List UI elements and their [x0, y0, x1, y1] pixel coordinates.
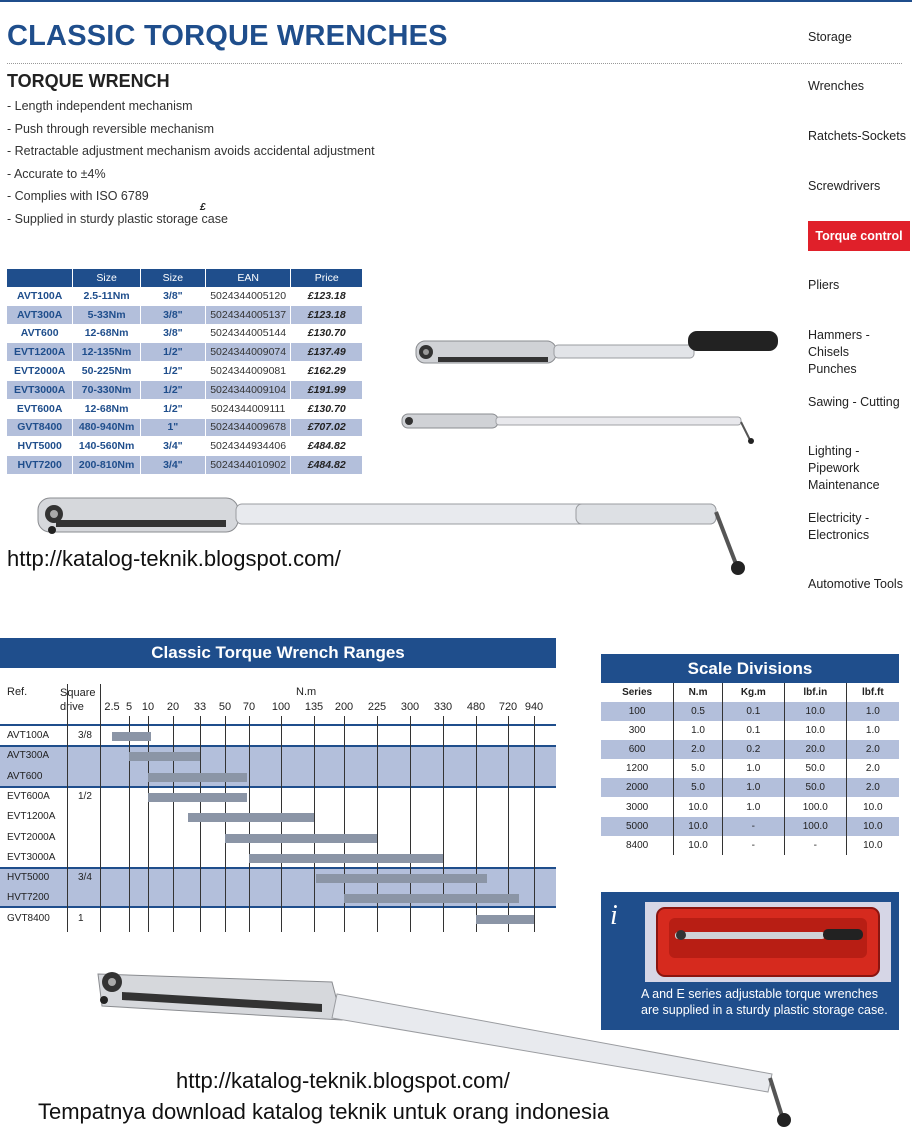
cell-ean: 5024344934406: [205, 437, 291, 456]
column-header: Series: [601, 683, 674, 702]
gridline: [314, 716, 315, 932]
tick-label: 330: [433, 701, 453, 713]
scale-cell: 1.0: [722, 759, 784, 778]
cell-drive: 3/8": [140, 287, 205, 305]
dotted-divider: [7, 63, 902, 64]
cell-ref: AVT300A: [7, 305, 73, 324]
scale-cell: 1.0: [865, 725, 880, 737]
sidebar-item-wrenches[interactable]: Wrenches: [808, 79, 865, 93]
range-bar: [188, 813, 314, 822]
cell-ean: 5024344009081: [205, 362, 291, 381]
scale-cell: -: [722, 817, 784, 836]
table-row: [7, 362, 363, 381]
cell-ean: 5024344009678: [205, 418, 291, 437]
cell-ean: 5024344009104: [205, 380, 291, 399]
scale-cell: 0.5: [674, 702, 723, 721]
cell-drive: 1/2": [140, 380, 205, 399]
cell-ean: 5024344009074: [205, 343, 291, 362]
feature-list: [7, 97, 375, 233]
ranges-title: Classic Torque Wrench Ranges: [0, 638, 556, 668]
group-rule: [0, 867, 556, 869]
cell-ean: 5024344005120: [205, 287, 291, 305]
column-header: lbf.ft: [862, 687, 884, 698]
tick-label: 50: [218, 701, 232, 713]
column-header: [7, 269, 73, 287]
drive-column-header: Square drive: [60, 687, 96, 713]
scale-divisions-table: [601, 683, 899, 855]
table-row: [7, 343, 363, 362]
table-row: [601, 740, 899, 759]
cell-price: £707.02: [291, 418, 363, 437]
sidebar-item-screwdrivers[interactable]: Screwdrivers: [808, 179, 881, 193]
range-bar: [476, 915, 534, 924]
range-row-label: EVT1200A: [7, 811, 56, 823]
gridline: [281, 716, 282, 932]
column-header: Size: [73, 269, 140, 287]
cell-price: £130.70: [291, 399, 363, 418]
group-rule: [0, 786, 556, 788]
scale-cell: 300: [601, 721, 674, 740]
scale-cell: 0.1: [722, 702, 784, 721]
table-row: [601, 797, 899, 816]
table-row: [601, 702, 899, 721]
watermark-url[interactable]: http://katalog-teknik.blogspot.com/: [7, 546, 341, 571]
watermark-url[interactable]: http://katalog-teknik.blogspot.com/: [176, 1068, 510, 1093]
cell-range: 70-330Nm: [73, 380, 140, 399]
unit-label: N.m: [296, 686, 317, 698]
cell-price: £137.49: [291, 343, 363, 362]
scale-cell: 8400: [601, 836, 674, 855]
gridline: [148, 716, 149, 932]
ref-column-header: Ref.: [7, 686, 28, 698]
sidebar-item-ratchets-sockets[interactable]: Ratchets-Sockets: [808, 129, 906, 143]
tick-label: 20: [166, 701, 180, 713]
table-header-row: [7, 269, 363, 287]
cell-price: £484.82: [291, 456, 363, 475]
column-header: N.m: [674, 683, 723, 702]
scale-cell: 10.0: [846, 817, 899, 836]
table-row: [7, 305, 363, 324]
range-bar: [344, 894, 519, 903]
scale-cell: 10.0: [863, 801, 883, 813]
tick-label: 10: [141, 701, 155, 713]
cell-drive: 1": [140, 418, 205, 437]
scale-cell: 2000: [601, 778, 674, 797]
cell-drive: 3/8": [140, 305, 205, 324]
range-bar: [112, 732, 151, 741]
product-table: [7, 269, 363, 475]
cell-drive: 1/2": [140, 362, 205, 381]
page-title: CLASSIC TORQUE WRENCHES: [7, 20, 448, 52]
column-header: Price: [291, 269, 363, 287]
table-row: [601, 759, 899, 778]
gridline: [129, 716, 130, 932]
gridline: [200, 716, 201, 932]
table-row: [601, 721, 899, 740]
cell-ref: HVT7200: [7, 456, 73, 475]
group-rule: [0, 745, 556, 747]
tick-label: 70: [242, 701, 256, 713]
sidebar-item-automotive-tools[interactable]: Automotive Tools: [808, 577, 903, 591]
scale-cell: 20.0: [784, 740, 846, 759]
cell-range: 50-225Nm: [73, 362, 140, 381]
column-header: Size: [140, 269, 205, 287]
table-row: [7, 380, 363, 399]
scale-cell: 2.0: [674, 740, 723, 759]
sidebar-item-hammers-chisels-punches[interactable]: Hammers - Chisels Punches: [808, 328, 870, 376]
gridline: [173, 716, 174, 932]
range-bar: [129, 752, 200, 761]
table-row: [7, 418, 363, 437]
tick-label: 225: [367, 701, 387, 713]
scale-cell: 100.0: [784, 797, 846, 816]
range-row-label: AVT300A: [7, 750, 50, 762]
range-row-label: GVT8400: [7, 912, 50, 924]
feature-item: - Length independent mechanism: [7, 99, 193, 113]
scale-cell: 5.0: [674, 778, 723, 797]
tick-label: 200: [334, 701, 354, 713]
currency-symbol: £: [200, 202, 206, 213]
feature-item: - Retractable adjustment mechanism avoids accidental adjustment: [7, 144, 375, 159]
tick-label: 33: [193, 701, 207, 713]
cell-range: 12-68Nm: [73, 399, 140, 418]
table-row: [7, 287, 363, 305]
square-drive-label: 3/4: [78, 872, 92, 884]
scale-cell: 5.0: [674, 759, 723, 778]
table-row: [7, 399, 363, 418]
column-header: lbf.in: [784, 683, 846, 702]
square-drive-label: 3/8: [78, 730, 92, 741]
scale-cell: 10.0: [674, 797, 723, 816]
watermark-tagline: Tempatnya download katalog teknik untuk orang indonesia: [38, 1099, 610, 1124]
cell-ref: HVT5000: [7, 437, 73, 456]
scale-cell: 50.0: [784, 759, 846, 778]
cell-drive: 3/4": [140, 437, 205, 456]
feature-item: - Complies with ISO 6789: [7, 189, 149, 204]
table-row: [601, 836, 899, 855]
scale-cell: 1.0: [722, 797, 784, 816]
table-row: [601, 778, 899, 797]
cell-ean: 5024344005137: [205, 305, 291, 324]
scale-cell: 600: [601, 740, 674, 759]
tick-label: 5: [125, 701, 133, 713]
cell-range: 140-560Nm: [73, 437, 140, 456]
scale-cell: 3000: [601, 797, 674, 816]
cell-range: 200-810Nm: [73, 456, 140, 475]
scale-cell: -: [784, 836, 846, 855]
scale-cell: 10.0: [674, 817, 723, 836]
range-band: [0, 746, 556, 786]
column-header: EAN: [205, 269, 291, 287]
table-row: [601, 817, 899, 836]
scale-cell: 1.0: [674, 721, 723, 740]
scale-cell: 2.0: [846, 778, 899, 797]
range-bar: [316, 874, 486, 883]
scale-cell: 1.0: [846, 702, 899, 721]
cell-ref: EVT1200A: [7, 343, 73, 362]
scale-cell: 0.2: [722, 740, 784, 759]
info-icon: i: [610, 900, 618, 931]
cell-ean: 5024344010902: [205, 456, 291, 475]
cell-price: £484.82: [291, 437, 363, 456]
range-row-label: HVT7200: [7, 892, 50, 904]
cell-ean: 5024344005144: [205, 324, 291, 343]
table-row: [7, 437, 363, 456]
cell-ref: EVT600A: [7, 399, 73, 418]
feature-item: - Supplied in sturdy plastic storage case: [7, 211, 228, 226]
range-row-label: EVT600A: [7, 790, 50, 802]
cell-price: £191.99: [291, 380, 363, 399]
tick-label: 2.5: [104, 701, 120, 713]
feature-item: - Accurate to ±4%: [7, 166, 106, 181]
sidebar-item-electricity-electronics[interactable]: Electricity - Electronics: [808, 511, 870, 542]
range-bar: [249, 854, 443, 863]
cell-ref: EVT3000A: [7, 380, 73, 399]
square-drive-label: 1: [78, 912, 84, 924]
cell-drive: 1/2": [140, 343, 205, 362]
group-rule: [0, 906, 556, 908]
scale-cell: 100: [601, 702, 674, 721]
sidebar-item-storage[interactable]: Storage: [808, 30, 852, 44]
tick-label: 135: [304, 701, 324, 713]
cell-range: 12-135Nm: [73, 343, 140, 362]
range-row-label: AVT600: [7, 770, 43, 782]
section-title: TORQUE WRENCH: [7, 71, 170, 91]
torque-wrench-image: [398, 410, 758, 446]
scale-cell: 10.0: [863, 839, 883, 851]
range-row-label: EVT3000A: [7, 851, 56, 863]
gridline: [249, 716, 250, 932]
scale-divisions-title: Scale Divisions: [601, 654, 899, 683]
range-bar: [225, 834, 377, 843]
cell-range: 5-33Nm: [73, 305, 140, 324]
tick-label: 940: [524, 701, 544, 713]
cell-range: 480-940Nm: [73, 418, 140, 437]
scale-cell: 2.0: [865, 763, 880, 775]
torque-ranges-chart: [0, 638, 556, 938]
scale-cell: 100.0: [784, 817, 846, 836]
table-row: [7, 456, 363, 475]
scale-cell: 10.0: [784, 721, 846, 740]
scale-cell: 0.1: [722, 721, 784, 740]
info-text: A and E series adjustable torque wrenches are supplied in a sturdy plastic storage case.: [641, 987, 888, 1017]
torque-wrench-image: [408, 325, 782, 371]
scale-cell: 10.0: [784, 702, 846, 721]
sidebar-item-torque-control[interactable]: Torque control: [808, 221, 910, 251]
scale-cell: 1200: [601, 759, 674, 778]
cell-range: 2.5-11Nm: [73, 287, 140, 305]
column-header: Kg.m: [722, 683, 784, 702]
feature-item: - Push through reversible mechanism: [7, 121, 215, 136]
gridline: [534, 716, 535, 932]
cell-ref: AVT100A: [7, 287, 73, 305]
cell-ean: 5024344009111: [205, 399, 291, 418]
gridline: [67, 684, 68, 932]
range-bar: [148, 793, 247, 802]
cell-price: £130.70: [291, 324, 363, 343]
scale-cell: 10.0: [674, 836, 723, 855]
table-header-row: [601, 683, 899, 702]
tick-label: 300: [400, 701, 420, 713]
sidebar-item-sawing-cutting[interactable]: Sawing - Cutting: [808, 395, 900, 409]
tick-label: 100: [271, 701, 291, 713]
cell-price: £123.18: [291, 287, 363, 305]
sidebar-item-lighting-pipework-maintenance[interactable]: Lighting - Pipework Maintenance: [808, 444, 880, 492]
square-drive-label: 1/2: [78, 790, 92, 802]
sidebar-item-pliers[interactable]: Pliers: [808, 278, 840, 292]
tick-label: 480: [466, 701, 486, 713]
scale-cell: 50.0: [784, 778, 846, 797]
cell-drive: 3/8": [140, 324, 205, 343]
header-rule: [0, 724, 556, 726]
cell-ref: EVT2000A: [7, 362, 73, 381]
scale-cell: 5000: [601, 817, 674, 836]
gridline: [100, 684, 101, 932]
scale-cell: 2.0: [846, 740, 899, 759]
range-bar: [148, 773, 247, 782]
cell-range: 12-68Nm: [73, 324, 140, 343]
cell-ref: GVT8400: [7, 418, 73, 437]
top-rule: [0, 0, 912, 2]
tick-label: 720: [498, 701, 518, 713]
scale-cell: 1.0: [722, 778, 784, 797]
range-row-label: AVT100A: [7, 730, 50, 741]
range-row-label: EVT2000A: [7, 831, 56, 843]
scale-cell: -: [722, 836, 784, 855]
cell-price: £123.18: [291, 305, 363, 324]
range-row-label: HVT5000: [7, 872, 50, 884]
cell-price: £162.29: [291, 362, 363, 381]
table-row: [7, 324, 363, 343]
cell-drive: 1/2": [140, 399, 205, 418]
cell-ref: AVT600: [7, 324, 73, 343]
gridline: [225, 716, 226, 932]
cell-drive: 3/4": [140, 456, 205, 475]
